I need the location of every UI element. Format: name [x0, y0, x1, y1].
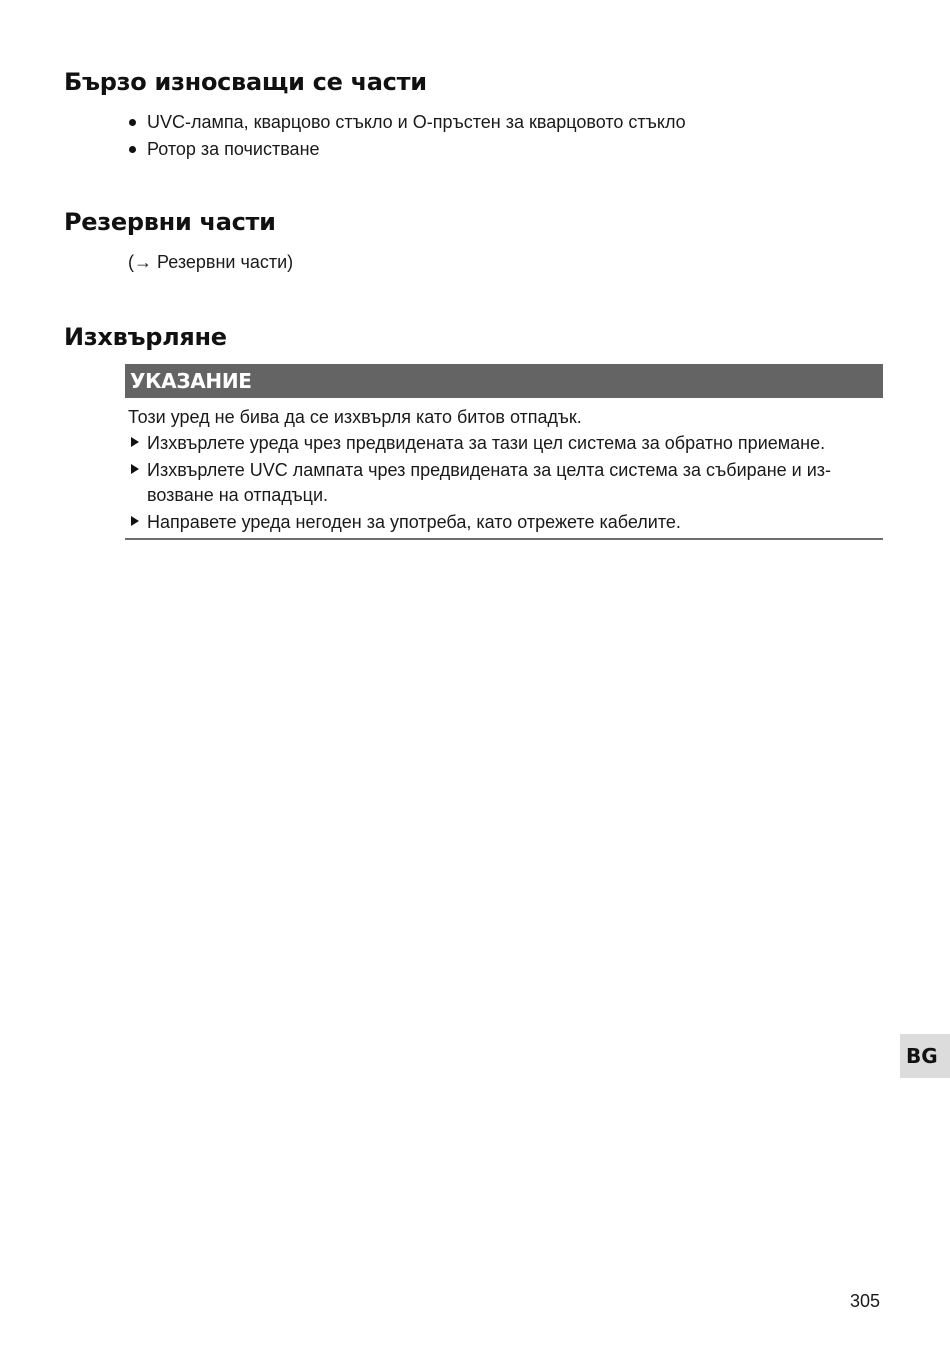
- spare-parts-reference[interactable]: [128, 250, 293, 274]
- ref-open-paren: (: [128, 252, 134, 272]
- section-title-disposal: Изхвърляне: [64, 323, 227, 351]
- triangle-bullet-icon: [131, 516, 139, 526]
- language-label: BG: [906, 1044, 938, 1068]
- section-title-spare-parts: Резервни части: [64, 208, 276, 236]
- bullet-icon: [129, 146, 136, 153]
- notice-item-continuation: возване на отпадъци.: [147, 485, 329, 505]
- section-title-wear-parts: Бързо износващи се части: [64, 68, 427, 96]
- triangle-bullet-icon: [131, 464, 139, 474]
- arrow-right-icon: →: [134, 252, 152, 272]
- notice-intro: Този уред не бива да се изхвърля като битов отпадък.: [128, 407, 582, 427]
- notice-bottom-rule: [125, 538, 883, 540]
- list-item: Ротор за почистване: [147, 139, 320, 159]
- bullet-icon: [129, 119, 136, 126]
- triangle-bullet-icon: [131, 437, 139, 447]
- list-item: UVC-лампа, кварцово стъкло и O-пръстен за кварцовото стъкло: [147, 112, 686, 132]
- page-number: 305: [850, 1291, 881, 1311]
- language-tab: [900, 1034, 950, 1078]
- notice-header: [125, 364, 883, 398]
- notice-item: Изхвърлете UVC лампата чрез предвидената за целта система за събиране и из-: [147, 460, 831, 480]
- notice-item: Изхвърлете уреда чрез предвидената за тази цел система за обратно приемане.: [147, 433, 826, 453]
- ref-link-text: Резервни части): [152, 252, 294, 272]
- notice-title: УКАЗАНИЕ: [130, 369, 252, 393]
- notice-item: Направете уреда негоден за употреба, като отрежете кабелите.: [147, 512, 681, 532]
